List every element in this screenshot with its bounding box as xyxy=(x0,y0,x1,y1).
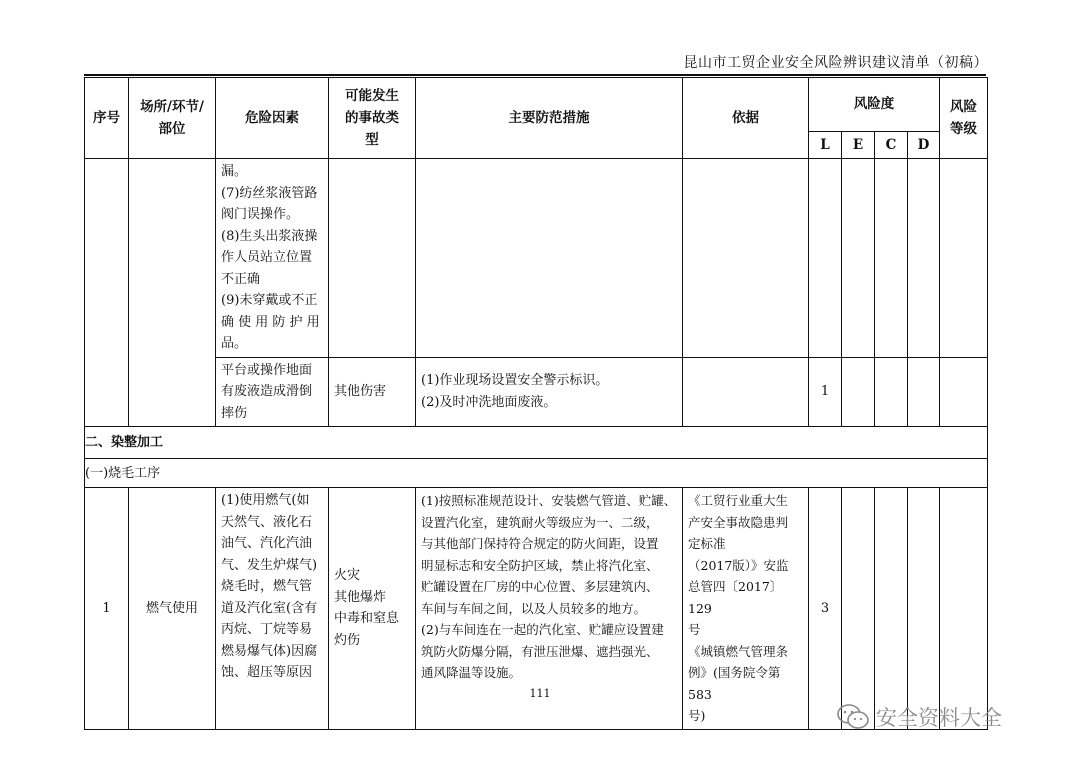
col-header-basis: 依据 xyxy=(683,78,809,159)
table-row xyxy=(85,357,988,427)
measures-cell: (1)按照标准规范设计、安装燃气管道、贮罐、 设置汽化室，建筑耐火等级应为一、二级， 与其他部门保持符合规定的防火间距，设置 明显标志和安全防护区域，禁止将汽化室、 贮罐设置在厂房的中心位置、多层建筑内、 车间与车间之间，以及人员较多的地方。 (2)与车间连在一起的汽化室、贮罐应设置建 筑防火防爆分隔，有泄压泄爆、遮挡强光、 通风降温等设施。 xyxy=(416,488,683,730)
document-header-title: 昆山市工贸企业安全风险辨识建议清单（初稿） xyxy=(683,55,988,71)
accident-type-cell xyxy=(329,159,416,358)
hazard-cell: (1)使用燃气(如 天然气、液化石 油气、汽化汽油 气、发生炉煤气) 烧毛时，燃气管 道及汽化室(含有 丙烷、丁烷等易 燃易爆气体)因腐 蚀、超压等原因 xyxy=(216,488,329,730)
C-cell xyxy=(875,159,908,358)
watermark-text: 安全资料大全 xyxy=(876,706,1002,730)
seq-cell xyxy=(85,159,129,427)
accident-type-cell: 火灾 其他爆炸 中毒和窒息 灼伤 xyxy=(329,488,416,730)
table-row xyxy=(85,159,988,358)
measures-cell: (1)作业现场设置安全警示标识。 (2)及时冲洗地面废液。 xyxy=(416,357,683,427)
col-header-measures: 主要防范措施 xyxy=(416,78,683,159)
seq-cell: 1 xyxy=(85,488,129,730)
subsection-title: (一)烧毛工序 xyxy=(85,459,988,488)
D-cell xyxy=(908,159,940,358)
risk-identification-table xyxy=(84,77,988,730)
E-cell xyxy=(842,159,875,358)
col-header-seq: 序号 xyxy=(85,78,129,159)
risk-level-cell xyxy=(940,159,988,358)
risk-level-cell xyxy=(940,357,988,427)
subsection-row xyxy=(85,459,988,488)
E-cell xyxy=(842,357,875,427)
basis-cell: 《工贸行业重大生 产安全事故隐患判 定标准 （2017版）》安监 总管四〔2017〕129 号 《城镇燃气管理条 例》(国务院令第583 号) xyxy=(683,488,809,730)
L-cell: 3 xyxy=(809,488,842,730)
wechat-icon xyxy=(836,703,870,731)
col-header-D: D xyxy=(908,132,940,159)
watermark xyxy=(836,702,1002,732)
L-cell xyxy=(809,159,842,358)
accident-type-cell: 其他伤害 xyxy=(329,357,416,427)
col-header-risk: 风险度 xyxy=(809,78,940,132)
hazard-cell: 平台或操作地面 有废液造成滑倒 摔伤 xyxy=(216,357,329,427)
col-header-risk-level: 风险等级 xyxy=(940,78,988,159)
section-title: 二、染整加工 xyxy=(85,427,988,459)
location-cell xyxy=(129,159,216,427)
page-number: 111 xyxy=(529,687,551,700)
col-header-L: L xyxy=(809,132,842,159)
basis-cell xyxy=(683,159,809,358)
L-cell: 1 xyxy=(809,357,842,427)
col-header-hazard: 危险因素 xyxy=(216,78,329,159)
basis-cell xyxy=(683,357,809,427)
D-cell xyxy=(908,357,940,427)
col-header-E: E xyxy=(842,132,875,159)
col-header-C: C xyxy=(875,132,908,159)
header-rule xyxy=(84,74,986,76)
section-row xyxy=(85,427,988,459)
measures-cell xyxy=(416,159,683,358)
col-header-location: 场所/环节/部位 xyxy=(129,78,216,159)
C-cell xyxy=(875,357,908,427)
col-header-accident-type: 可能发生的事故类型 xyxy=(329,78,416,159)
header-row xyxy=(85,78,988,132)
location-cell: 燃气使用 xyxy=(129,488,216,730)
hazard-cell: 漏。 (7)纺丝浆液管路 阀门误操作。 (8)生头出浆液操 作人员站立位置 不正确 (9)未穿戴或不正 确 使 用 防 护 用 品。 xyxy=(216,159,329,358)
